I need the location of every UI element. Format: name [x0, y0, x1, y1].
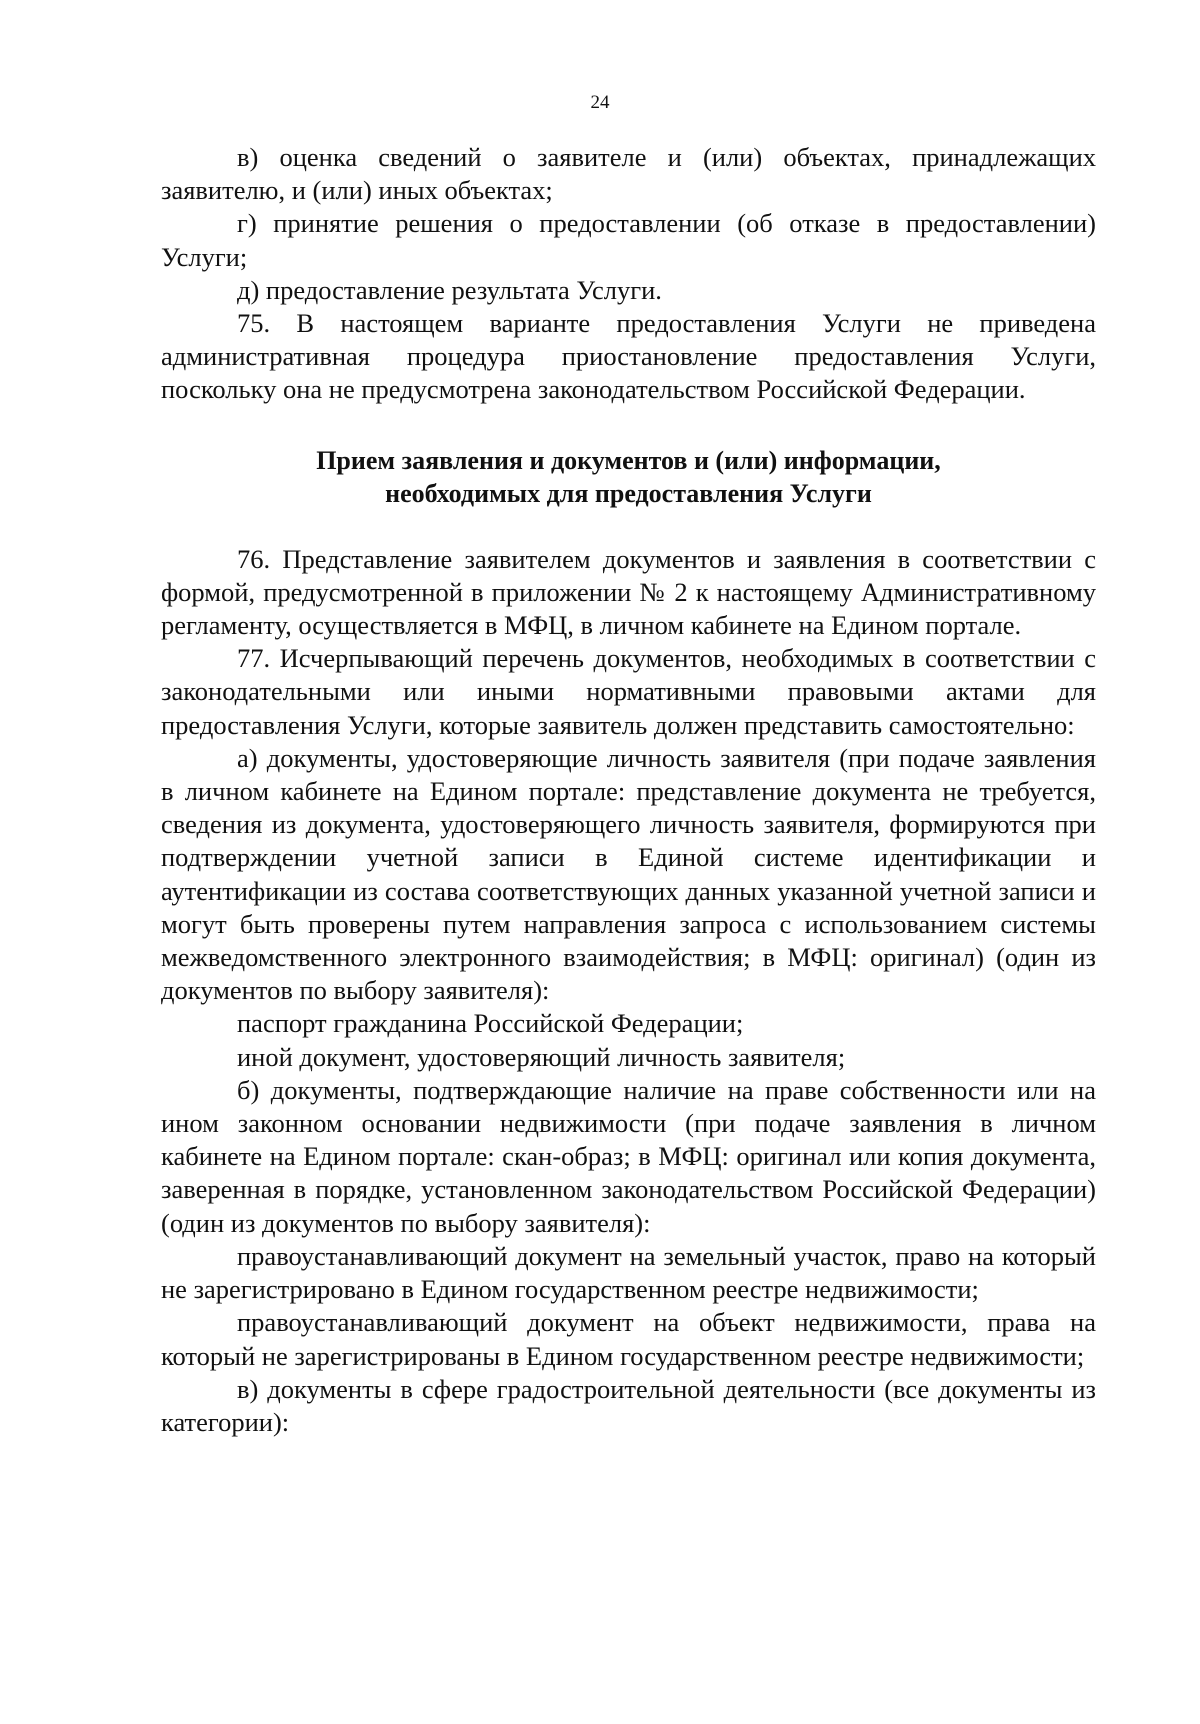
list-item-other-id: иной документ, удостоверяющий личность заявителя;	[237, 1041, 846, 1072]
paragraph-77: 77. Исчерпывающий перечень документов, необходимых в соответствии с законодательными или иными нормативными правовыми актами для предоставления Услуги, которые заявитель должен представить самостоятельно:	[161, 643, 1096, 740]
paragraph-76: 76. Представление заявителем документов и заявления в соответствии с формой, предусмотренной в приложении № 2 к настоящему Административному регламенту, осуществляется в МФЦ, в личном кабинете на Едином портале.	[161, 543, 1096, 641]
list-item-passport: паспорт гражданина Российской Федерации;	[237, 1008, 744, 1039]
page-number: 24	[590, 92, 610, 113]
section-heading-line-1: Прием заявления и документов и (или) информации,	[316, 445, 941, 475]
list-item-land-title: правоустанавливающий документ на земельный участок, право на который не зарегистрировано в Едином государственном реестре недвижимости;	[161, 1240, 1096, 1305]
paragraph-a-identity-docs: а) документы, удостоверяющие личность заявителя (при подаче заявления в личном кабинете на Едином портале: представление документа не требуется, сведения из документа, удостоверяющего личность заявителя, формируются при подтверждении учетной записи в Единой системе идентификации и аутентификации из состава соответствующих данных указанной учетной записи и могут быть проверены путем направления запроса с использованием системы межведомственного электронного взаимодействия; в МФЦ: оригинал) (один из документов по выбору заявителя):	[161, 742, 1096, 1006]
section-heading	[161, 444, 1096, 510]
paragraph-v-urban-docs: в) документы в сфере градостроительной деятельности (все документы из категории):	[161, 1373, 1096, 1437]
paragraph-g-decision: г) принятие решения о предоставлении (об отказе в предоставлении) Услуги;	[161, 208, 1096, 272]
paragraph-b-property-docs: б) документы, подтверждающие наличие на праве собственности или на ином законном основании недвижимости (при подаче заявления в личном кабинете на Едином портале: скан-образ; в МФЦ: оригинал или копия документа, заверенная в порядке, установленном законодательством Российской Федерации) (один из документов по выбору заявителя):	[161, 1074, 1096, 1238]
list-item-property-title: правоустанавливающий документ на объект недвижимости, права на который не зарегистрированы в Едином государственном реестре недвижимости;	[161, 1307, 1096, 1371]
paragraph-v-assessment: в) оценка сведений о заявителе и (или) объектах, принадлежащих заявителю, и (или) иных объектах;	[161, 142, 1096, 206]
paragraph-75: 75. В настоящем варианте предоставления Услуги не приведена административная процедура приостановление предоставления Услуги, поскольку она не предусмотрена законодательством Российской Федерации.	[161, 308, 1096, 405]
paragraph-d-result: д) предоставление результата Услуги.	[237, 274, 662, 305]
document-body	[161, 141, 1096, 1439]
section-heading-line-2: необходимых для предоставления Услуги	[385, 478, 872, 508]
